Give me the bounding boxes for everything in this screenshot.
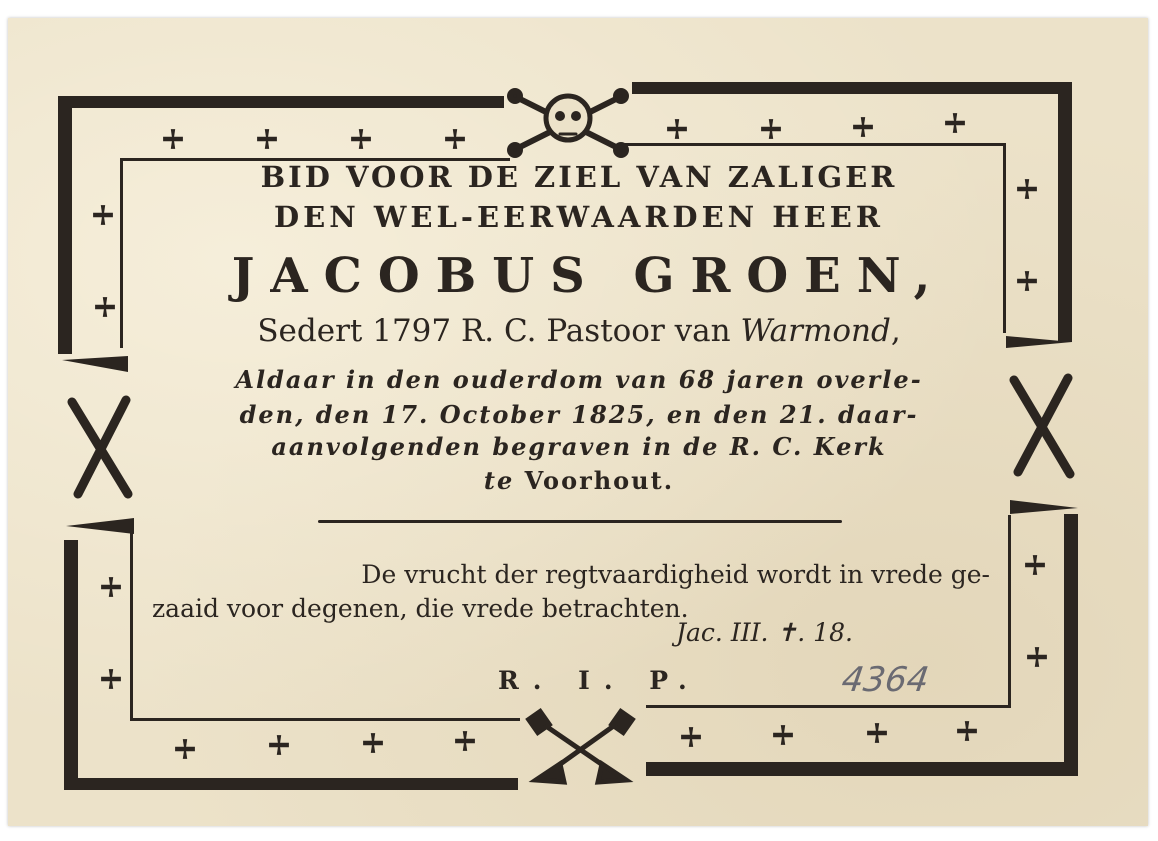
deceased-name: JACOBUS GROEN, xyxy=(231,248,947,304)
death-details-line-2: den, den 17. October 1825, en den 21. daar- xyxy=(239,400,919,429)
verse-reference: Jac. III. ✝. 18. xyxy=(676,618,853,647)
title-line: DEN WEL-EERWAARDEN HEER xyxy=(273,200,884,234)
burial-place-line xyxy=(0,466,1158,495)
parish-name: Warmond xyxy=(740,313,891,349)
crossed-spades-icon xyxy=(529,711,633,782)
position-suffix: , xyxy=(890,313,901,349)
death-details-line-3: aanvolgenden begraven in de R. C. Kerk xyxy=(271,432,887,461)
burial-place: Voorhout. xyxy=(524,466,675,495)
skull-and-crossbones-icon xyxy=(510,91,626,155)
pencil-inventory-number: 4364 xyxy=(839,660,932,700)
verse-line-2: zaaid voor degenen, die vrede betrachten. xyxy=(152,594,689,623)
death-details-line-1: Aldaar in den ouderdom van 68 jaren overle- xyxy=(235,365,923,394)
divider-rule xyxy=(318,520,842,523)
rip-closing: R. I. P. xyxy=(498,666,701,695)
invocation-line: BID VOOR DE ZIEL VAN ZALIGER xyxy=(260,160,898,194)
burial-prefix: te xyxy=(483,466,525,495)
position-text: Sedert 1797 R. C. Pastoor van xyxy=(257,313,741,349)
verse-line-1: De vrucht der regtvaardigheid wordt in vrede ge- xyxy=(361,560,990,589)
position-line xyxy=(0,313,1158,349)
